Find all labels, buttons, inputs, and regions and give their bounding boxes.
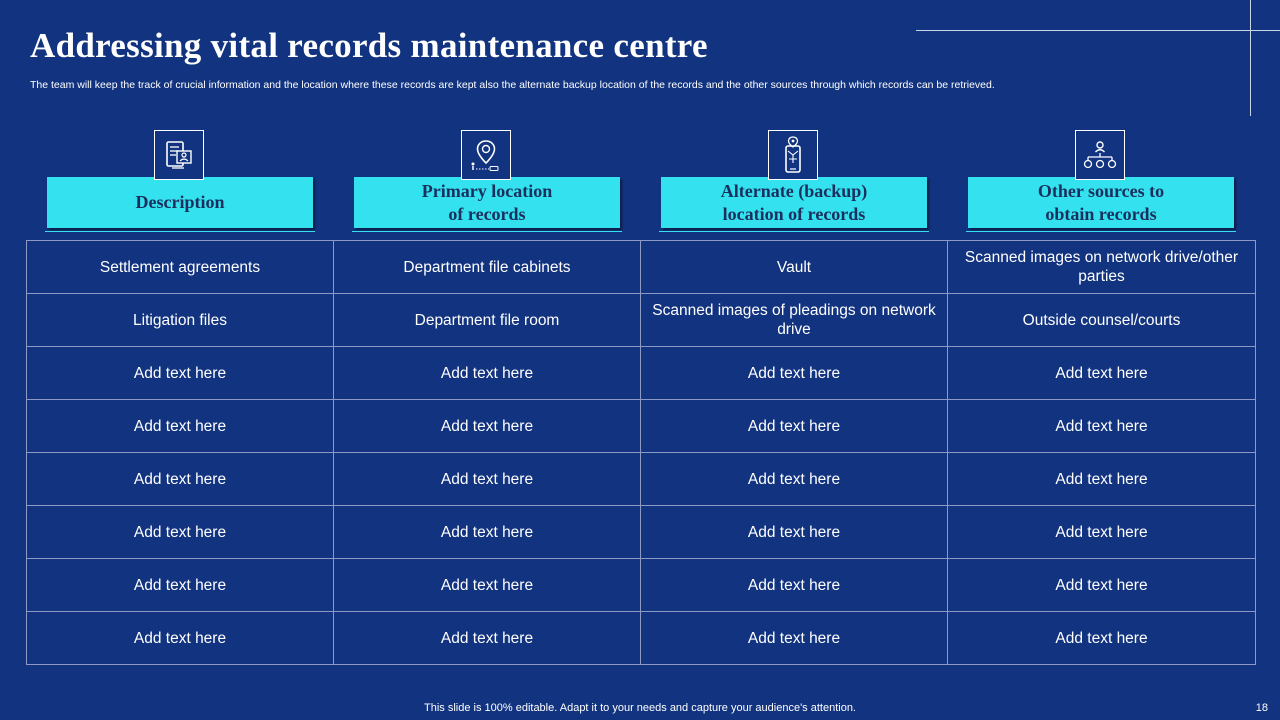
table-row: [27, 294, 1256, 347]
table-cell: Add text here: [641, 347, 948, 400]
table-row: [27, 612, 1256, 665]
footer-note: This slide is 100% editable. Adapt it to your needs and capture your audience's attention.: [424, 702, 856, 714]
table-row: [27, 241, 1256, 294]
column-header-primary-location: [354, 130, 620, 234]
column-header-alternate-location: [661, 130, 927, 234]
table-cell: Add text here: [641, 506, 948, 559]
table-cell: Add text here: [948, 506, 1256, 559]
table-cell: Add text here: [27, 453, 334, 506]
table-cell: Litigation files: [27, 294, 334, 347]
table-cell: Add text here: [641, 400, 948, 453]
table-cell: Add text here: [334, 612, 641, 665]
header-underline: [966, 231, 1236, 232]
table-cell: Vault: [641, 241, 948, 294]
table-cell: Add text here: [641, 612, 948, 665]
table-row: [27, 347, 1256, 400]
table-cell: Outside counsel/courts: [948, 294, 1256, 347]
table-cell: Add text here: [948, 612, 1256, 665]
page-number: 18: [1255, 702, 1268, 714]
table-cell: Add text here: [948, 400, 1256, 453]
header-underline: [352, 231, 622, 232]
table-cell: Add text here: [334, 400, 641, 453]
table-cell: Add text here: [334, 347, 641, 400]
decorative-line-vertical: [1250, 0, 1251, 116]
table-row: [27, 453, 1256, 506]
column-header-description: [47, 130, 313, 234]
page-title: Addressing vital records maintenance centre: [30, 26, 708, 65]
table-cell: Add text here: [948, 453, 1256, 506]
column-header-label: Alternate (backup) location of records: [661, 177, 927, 228]
network-hierarchy-icon: [1075, 130, 1125, 180]
column-header-label: Primary location of records: [354, 177, 620, 228]
table-cell: Add text here: [27, 559, 334, 612]
table-cell: Department file room: [334, 294, 641, 347]
table-cell: Add text here: [641, 453, 948, 506]
table-cell: Add text here: [334, 453, 641, 506]
table-cell: Add text here: [334, 559, 641, 612]
table-row: [27, 559, 1256, 612]
table-cell: Scanned images on network drive/other parties: [948, 241, 1256, 294]
document-user-icon: [154, 130, 204, 180]
column-header-label: Other sources to obtain records: [968, 177, 1234, 228]
header-underline: [45, 231, 315, 232]
table-cell: Add text here: [27, 347, 334, 400]
header-underline: [659, 231, 929, 232]
map-pin-icon: [461, 130, 511, 180]
table-cell: Add text here: [948, 347, 1256, 400]
table-cell: Add text here: [334, 506, 641, 559]
column-header-label: Description: [47, 177, 313, 228]
table-row: [27, 400, 1256, 453]
page-subtitle: The team will keep the track of crucial information and the location where these records are kept also the alternate backup location of the records and the other sources through which records can be retrieved.: [30, 79, 995, 91]
table-cell: Settlement agreements: [27, 241, 334, 294]
table-row: [27, 506, 1256, 559]
table-cell: Add text here: [948, 559, 1256, 612]
decorative-line-horizontal: [916, 30, 1280, 31]
table-cell: Scanned images of pleadings on network drive: [641, 294, 948, 347]
phone-location-icon: [768, 130, 818, 180]
column-header-other-sources: [968, 130, 1234, 234]
table-cell: Add text here: [27, 506, 334, 559]
table-cell: Department file cabinets: [334, 241, 641, 294]
table-cell: Add text here: [27, 612, 334, 665]
table-cell: Add text here: [641, 559, 948, 612]
table-cell: Add text here: [27, 400, 334, 453]
records-table: [26, 240, 1256, 665]
